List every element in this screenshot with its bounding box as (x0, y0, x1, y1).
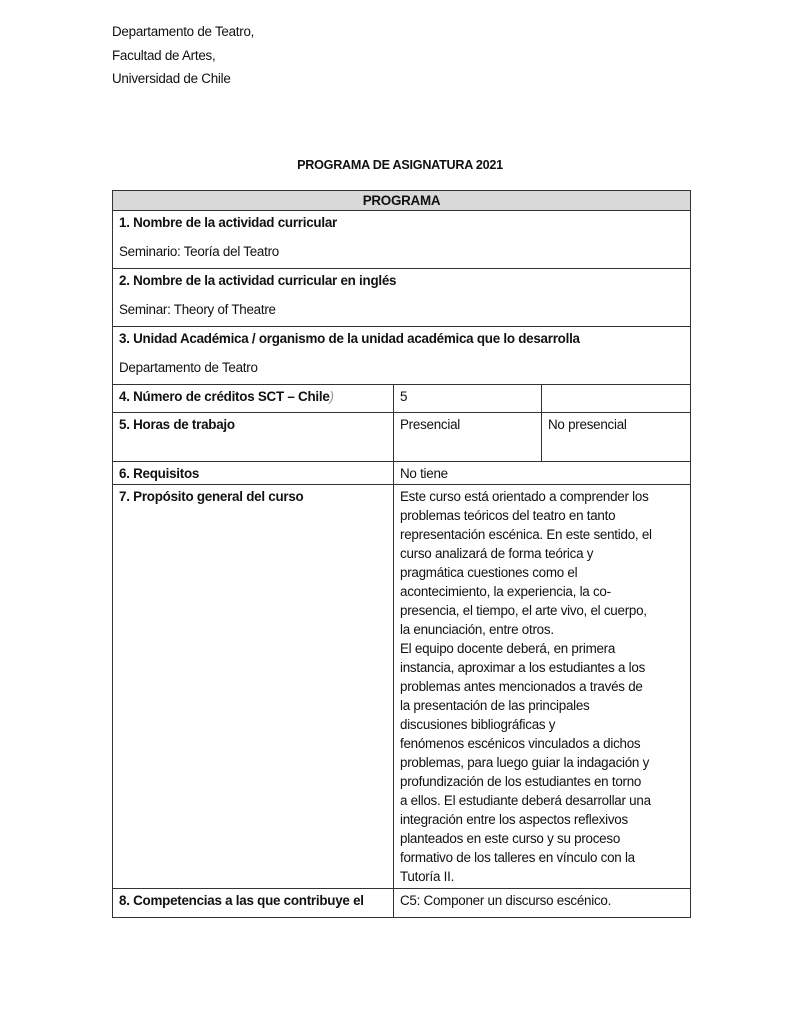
table-row (113, 485, 691, 889)
purpose-line: instancia, aproximar a los estudiantes a los (400, 660, 646, 675)
table-heading: PROGRAMA (113, 191, 691, 211)
row-label: 3. Unidad Académica / organismo de la unidad académica que lo desarrolla (119, 331, 580, 346)
purpose-line: acontecimiento, la experiencia, la co- (400, 584, 611, 599)
purpose-line: integración entre los aspectos reflexivos (400, 812, 628, 827)
row-label: 5. Horas de trabajo (113, 413, 394, 462)
row-label: 7. Propósito general del curso (113, 485, 394, 889)
table-row (113, 413, 691, 462)
purpose-line: formativo de los talleres en vínculo con la (400, 850, 635, 865)
purpose-line: fenómenos escénicos vinculados a dichos (400, 736, 641, 751)
row-extra (542, 385, 691, 413)
program-table (112, 190, 691, 918)
row-value: C5: Componer un discurso escénico. (394, 889, 691, 918)
table-row (113, 327, 691, 385)
table-heading-row (113, 191, 691, 211)
purpose-line: la enunciación, entre otros. (400, 622, 554, 637)
row-value: 5 (394, 385, 542, 413)
header-line: Facultad de Artes, (112, 47, 216, 63)
purpose-line: problemas teóricos del teatro en tanto (400, 508, 616, 523)
row-value: No tiene (394, 462, 691, 485)
table-row (113, 385, 691, 413)
purpose-line: a ellos. El estudiante deberá desarrollar una (400, 793, 651, 808)
institution-header (112, 20, 254, 91)
row-label: 4. Número de créditos SCT – Chile (119, 389, 330, 404)
document-title: PROGRAMA DE ASIGNATURA 2021 (297, 158, 503, 172)
row-label: 1. Nombre de la actividad curricular (119, 215, 337, 230)
purpose-line: El equipo docente deberá, en primera (400, 641, 616, 656)
purpose-line: presencia, el tiempo, el arte vivo, el cuerpo, (400, 603, 647, 618)
purpose-line: problemas, para luego guiar la indagación y (400, 755, 650, 770)
no-presencial-cell: No presencial (542, 413, 691, 462)
row-value: Seminar: Theory of Theatre (119, 302, 276, 317)
table-row (113, 889, 691, 918)
row-label: 6. Requisitos (113, 462, 394, 485)
row-value: Seminario: Teoría del Teatro (119, 244, 279, 259)
table-row (113, 269, 691, 327)
row-label: 2. Nombre de la actividad curricular en inglés (119, 273, 397, 288)
header-line: Universidad de Chile (112, 71, 231, 86)
purpose-line: discusiones bibliográficas y (400, 717, 556, 732)
purpose-line: Este curso está orientado a comprender los (400, 489, 649, 504)
row-value: Departamento de Teatro (119, 360, 258, 375)
purpose-line: curso analizará de forma teórica y (400, 546, 594, 561)
row-label-suffix: ) (329, 389, 334, 404)
purpose-line: la presentación de las principales (400, 698, 590, 713)
purpose-line: planteados en este curso y su proceso (400, 831, 621, 846)
purpose-line: representación escénica. En este sentido, el (400, 527, 652, 542)
purpose-line: problemas antes mencionados a través de (400, 679, 643, 694)
purpose-line: Tutoría II. (400, 869, 455, 884)
table-row (113, 462, 691, 485)
table-row (113, 211, 691, 269)
purpose-line: profundización de los estudiantes en torno (400, 774, 642, 789)
presencial-cell: Presencial (394, 413, 542, 462)
row-label: 8. Competencias a las que contribuye el (113, 889, 394, 918)
purpose-line: pragmática cuestiones como el (400, 565, 578, 580)
purpose-text (394, 485, 691, 889)
header-line: Departamento de Teatro, (112, 24, 255, 39)
